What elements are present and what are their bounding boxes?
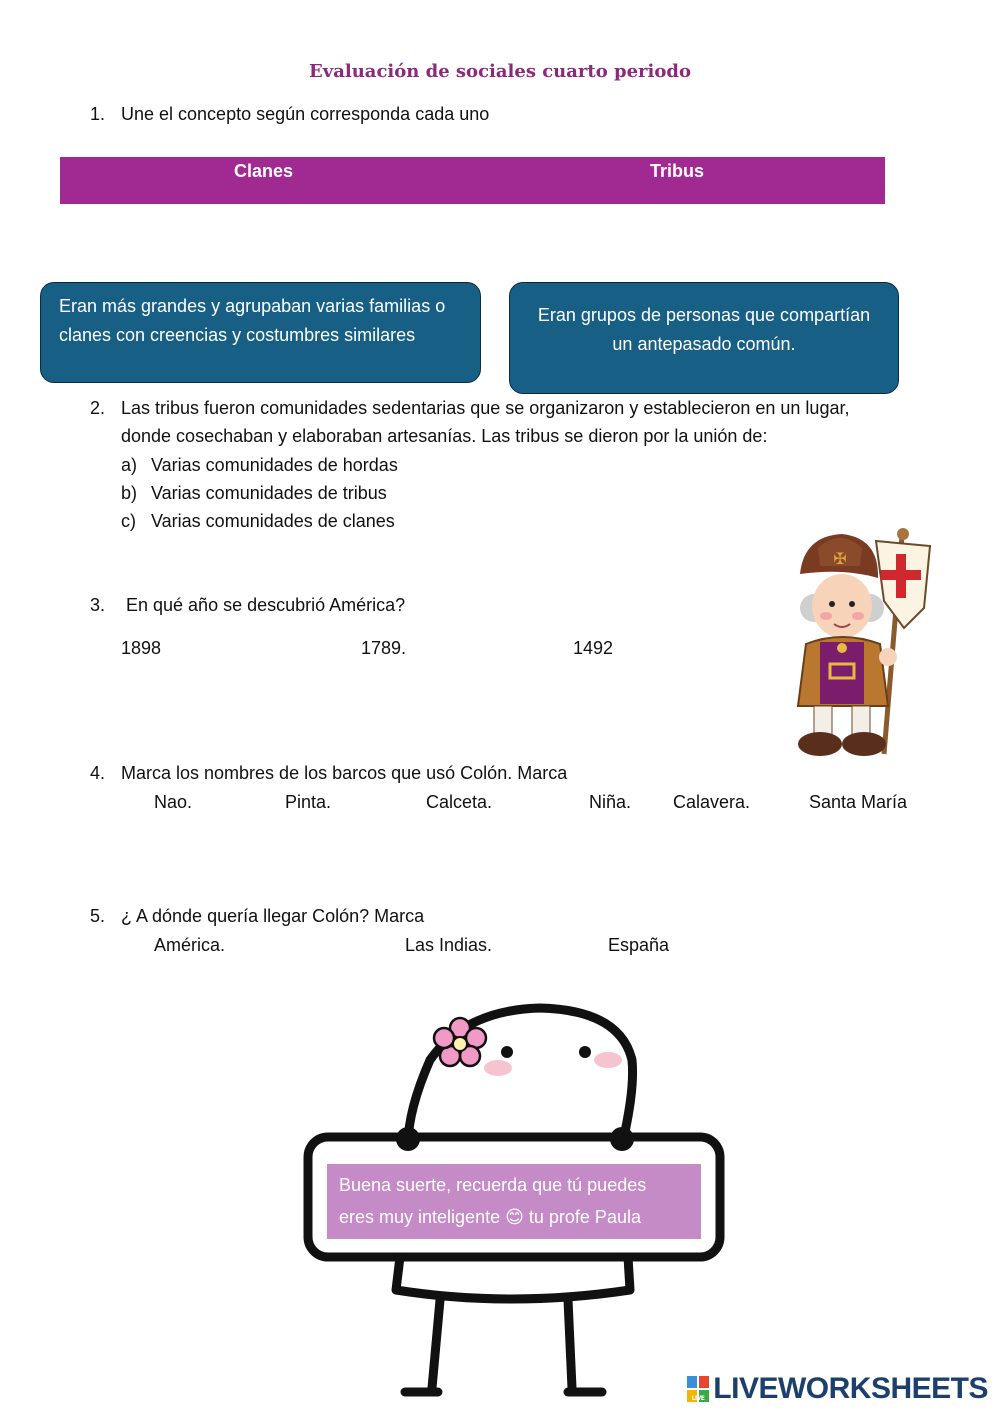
match-box-right-text: Eran grupos de personas que compartían un antepasado común.	[537, 305, 871, 354]
page-title: Evaluación de sociales cuarto periodo	[309, 61, 691, 82]
question-number: 1.	[90, 104, 106, 124]
match-box-right[interactable]	[509, 282, 899, 394]
match-header-bar	[60, 157, 885, 204]
good-luck-message	[327, 1164, 701, 1239]
question-text: En qué año se descubrió América?	[126, 595, 406, 615]
destination-option-america[interactable]: América.	[154, 935, 226, 955]
question-2	[0, 394, 1000, 544]
svg-text:✠: ✠	[833, 549, 847, 568]
question-number: 3.	[90, 595, 106, 615]
ship-option-calceta[interactable]: Calceta.	[426, 792, 493, 812]
header-clanes: Clanes	[234, 161, 294, 181]
liveworksheets-badge-icon	[687, 1376, 709, 1402]
ship-option-nina[interactable]: Niña.	[589, 792, 632, 812]
question-text: Marca los nombres de los barcos que usó Colón. Marca	[121, 763, 568, 783]
match-box-left[interactable]	[40, 282, 481, 383]
columbus-illustration	[784, 526, 944, 761]
header-tribus: Tribus	[650, 161, 705, 181]
question-text: ¿ A dónde quería llegar Colón? Marca	[121, 906, 425, 926]
destination-option-espana[interactable]: España	[608, 935, 670, 955]
year-option-1789[interactable]: 1789.	[361, 638, 407, 658]
liveworksheets-logo	[687, 1372, 988, 1406]
question-number: 2.	[90, 398, 106, 418]
smile-emoji-icon: 😊	[505, 1207, 524, 1227]
question-number: 4.	[90, 763, 106, 783]
svg-text:LIVE: LIVE	[691, 1395, 705, 1402]
option-b-letter: b)	[121, 483, 138, 503]
ship-option-nao[interactable]: Nao.	[154, 792, 193, 812]
question-number: 5.	[90, 906, 106, 926]
question-text-line2: donde cosechaban y elaboraban artesanías. Las tribus se dieron por la unión de:	[121, 426, 768, 446]
option-a[interactable]: Varias comunidades de hordas	[151, 455, 398, 475]
match-box-left-text: Eran más grandes y agrupaban varias familias o clanes con creencias y costumbres similares	[59, 296, 446, 345]
ship-option-pinta[interactable]: Pinta.	[285, 792, 332, 812]
question-text-line1: Las tribus fueron comunidades sedentarias que se organizaron y establecieron en un lugar,	[121, 398, 850, 418]
message-line2	[339, 1201, 689, 1233]
brand-name: LIVEWORKSHEETS	[713, 1372, 988, 1405]
message-line2-end: tu profe Paula	[528, 1207, 641, 1227]
option-c-letter: c)	[121, 511, 136, 531]
option-b[interactable]: Varias comunidades de tribus	[151, 483, 387, 503]
ship-option-calavera[interactable]: Calavera.	[673, 792, 751, 812]
ship-option-santa-maria[interactable]: Santa María	[809, 792, 908, 812]
year-option-1898[interactable]: 1898	[121, 638, 162, 658]
message-line2-start: eres muy inteligente	[339, 1207, 501, 1227]
year-option-1492[interactable]: 1492	[573, 638, 614, 658]
message-line1: Buena suerte, recuerda que tú puedes	[339, 1175, 647, 1195]
question-text: Une el concepto según corresponda cada uno	[121, 104, 490, 124]
option-c[interactable]: Varias comunidades de clanes	[151, 511, 395, 531]
option-a-letter: a)	[121, 455, 138, 475]
destination-option-las-indias[interactable]: Las Indias.	[405, 935, 493, 955]
